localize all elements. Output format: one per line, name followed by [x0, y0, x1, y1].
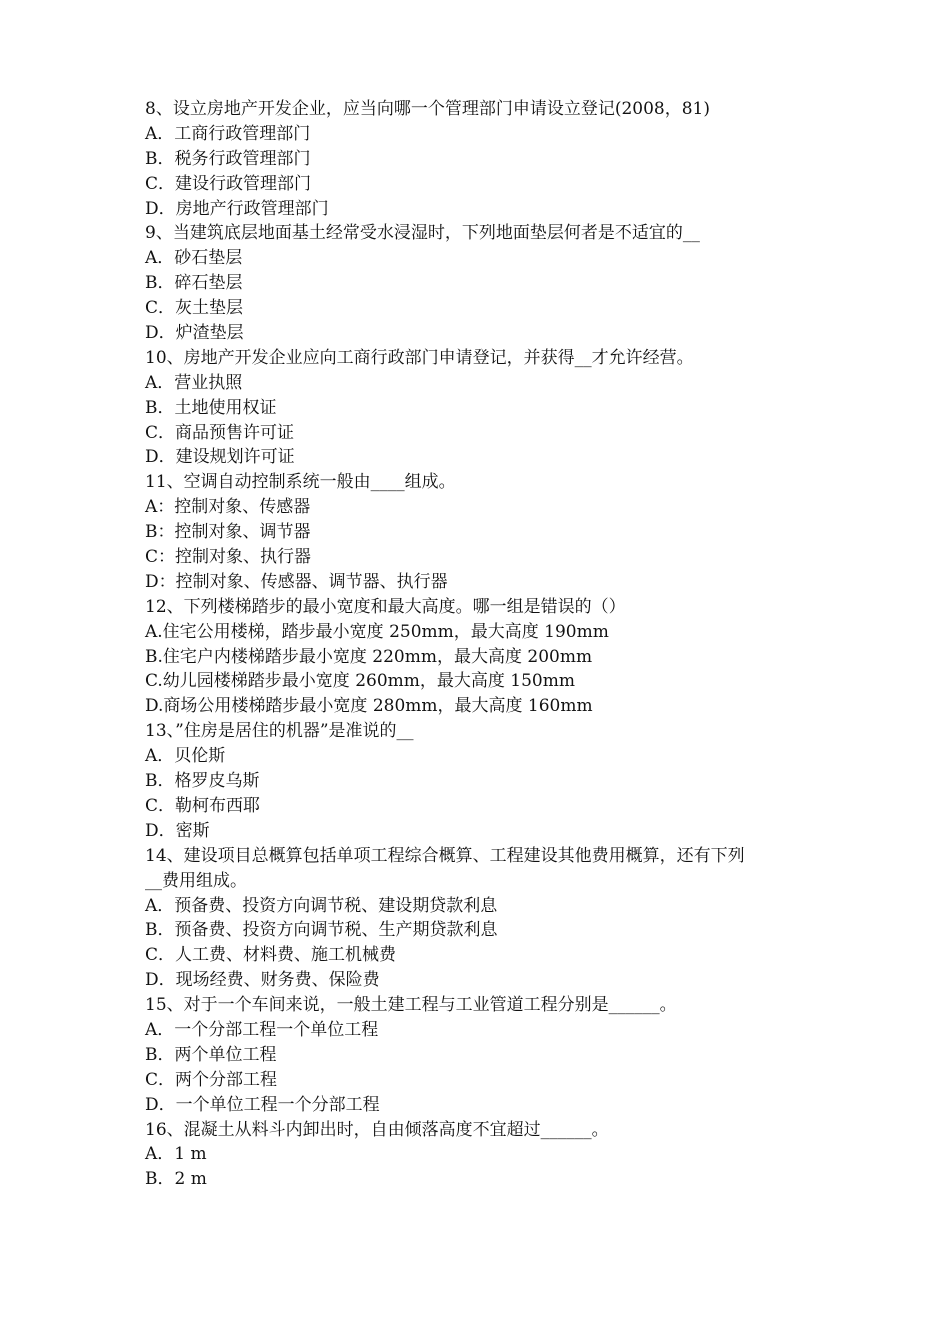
- option-11-b: B：控制对象、调节器: [145, 522, 311, 543]
- option-9-b: B．碎石垫层: [145, 273, 243, 294]
- question-14: 14、建设项目总概算包括单项工程综合概算、工程建设其他费用概算，还有下列: [145, 845, 745, 866]
- option-13-a: A．贝伦斯: [145, 746, 226, 767]
- option-10-d: D．建设规划许可证: [145, 447, 295, 468]
- option-12-a: A.住宅公用楼梯，踏步最小宽度 250mm，最大高度 190mm: [145, 621, 609, 642]
- option-8-c: C．建设行政管理部门: [145, 173, 312, 194]
- option-9-a: A．砂石垫层: [145, 248, 243, 269]
- option-13-b: B．格罗皮乌斯: [145, 771, 260, 792]
- option-14-d: D．现场经费、财务费、保险费: [145, 970, 380, 991]
- option-14-c: C．人工费、材料费、施工机械费: [145, 945, 397, 966]
- option-13-c: C．勒柯布西耶: [145, 795, 261, 816]
- option-10-c: C．商品预售许可证: [145, 422, 295, 443]
- option-8-d: D．房地产行政管理部门: [145, 198, 329, 219]
- option-9-d: D．炉渣垫层: [145, 323, 244, 344]
- question-15: 15、对于一个车间来说，一般土建工程与工业管道工程分别是______。: [145, 995, 677, 1016]
- option-12-c: C.幼儿园楼梯踏步最小宽度 260mm，最大高度 150mm: [145, 671, 575, 692]
- option-15-a: A．一个分部工程一个单位工程: [145, 1019, 379, 1040]
- option-10-b: B．土地使用权证: [145, 397, 277, 418]
- option-11-d: D：控制对象、传感器、调节器、执行器: [145, 571, 448, 592]
- option-14-b: B．预备费、投资方向调节税、生产期贷款利息: [145, 920, 498, 941]
- option-11-a: A：控制对象、传感器: [145, 497, 311, 518]
- option-12-d: D.商场公用楼梯踏步最小宽度 280mm，最大高度 160mm: [145, 696, 593, 717]
- question-12: 12、下列楼梯踏步的最小宽度和最大高度。哪一组是错误的（）: [145, 596, 626, 617]
- option-10-a: A．营业执照: [145, 372, 243, 393]
- question-16: 16、混凝土从料斗内卸出时，自由倾落高度不宜超过______。: [145, 1119, 609, 1140]
- option-13-d: D．密斯: [145, 820, 210, 841]
- option-8-b: B．税务行政管理部门: [145, 148, 311, 169]
- question-14-continued: __费用组成。: [145, 870, 247, 891]
- question-9: 9、当建筑底层地面基土经常受水浸湿时，下列地面垫层何者是不适宜的__: [145, 223, 700, 244]
- option-8-a: A．工商行政管理部门: [145, 123, 311, 144]
- option-12-b: B.住宅户内楼梯踏步最小宽度 220mm，最大高度 200mm: [145, 646, 593, 667]
- option-15-b: B．两个单位工程: [145, 1044, 277, 1065]
- option-9-c: C．灰土垫层: [145, 298, 244, 319]
- document-page: [145, 97, 835, 1192]
- option-14-a: A．预备费、投资方向调节税、建设期贷款利息: [145, 895, 498, 916]
- option-15-d: D．一个单位工程一个分部工程: [145, 1094, 380, 1115]
- option-16-b: B．2 m: [145, 1169, 207, 1190]
- question-13: 13、”住房是居住的机器”是准说的__: [145, 721, 414, 742]
- option-16-a: A．1 m: [145, 1144, 207, 1165]
- question-10: 10、房地产开发企业应向工商行政部门申请登记，并获得__才允许经营。: [145, 347, 694, 368]
- option-11-c: C：控制对象、执行器: [145, 547, 312, 568]
- question-11: 11、空调自动控制系统一般由____组成。: [145, 472, 456, 493]
- option-15-c: C．两个分部工程: [145, 1069, 278, 1090]
- question-8: 8、设立房地产开发企业，应当向哪一个管理部门申请设立登记(2008，81): [145, 99, 710, 119]
